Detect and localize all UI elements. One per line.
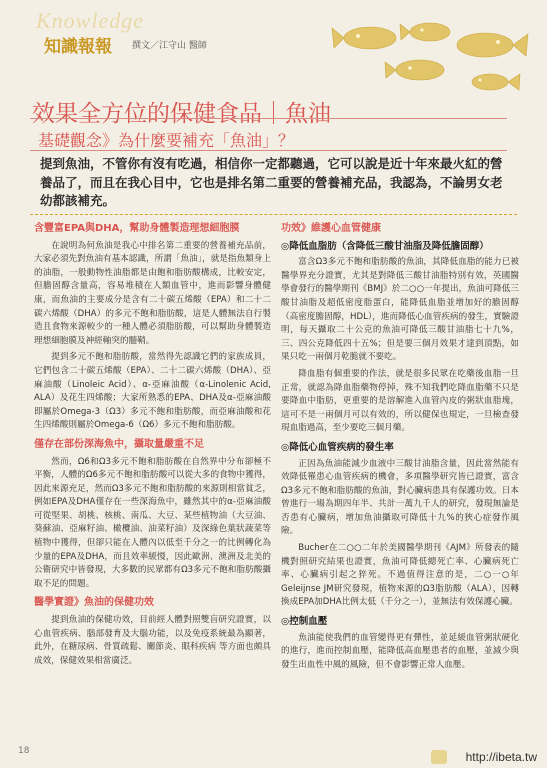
paragraph: 富含Ω3多元不飽和脂肪酸的魚油，其降低血脂的能力已被醫學界充分證實，尤其是對降低三酸甘油脂特別有效，英國醫學會發行的醫學期刊《BMJ》於二○○一年提出，魚油可降低三酸甘油脂及超低密度脂蛋白，能降低血脂並增加好的膽固醇（高密度膽固醇，HDL），進而降低心血管疾病的發生，實驗證明，每天攝取二十公克的魚油可降低三酸甘油脂七十九%，三、四公克降低四十五%；但是要三個月效果才達到頂點，如果只吃一兩個月乾脆就不要吃。: [281, 257, 519, 363]
kicker: Knowledge: [36, 8, 144, 33]
subsection-heading: ◎降低血脂肪（含降低三酸甘油脂及降低膽固醇）: [281, 240, 489, 252]
intro-paragraph: 提到魚油，不管你有沒有吃過，相信你一定都聽過，它可以說是近十年來最火紅的營養品了，而且在我心目中，它也是排名第二重要的營養補充品，我認為，不論男女老幼都該補充。: [40, 156, 503, 208]
watermark-logo-icon: [431, 750, 447, 764]
paragraph: 正因為魚油能減少血液中三酸甘油脂含量，因此當然能有效降低罹患心血管疾病的機會，多項醫學研究皆已證實，富含Ω3多元不飽和脂肪酸的魚油，對心臟病患具有保護功效。日本曾進行一場為期四年半、共計一萬九千人的研究，發現無論是否患有心臟病，增加魚油攝取可降低十九%的狹心症發作風險。: [281, 458, 519, 537]
section-block: [34, 222, 271, 433]
fish-body: [457, 33, 513, 57]
paragraph: Bucher在二○○二年於美國醫學期刊《AJM》所發表的隨機對照研究結果也證實，魚油可降低總死亡率、心臟病死亡率、心臟病引起之猝死。不過值得注意的是，二○一○年Geleijnse JM研究發現，植物來源的Ω3脂肪酸（ALA），因轉換成EPA加DHA比例太低（千分之一），並無法有效保護心臟。: [281, 543, 519, 608]
fish-body: [396, 60, 444, 80]
page-number: 18: [18, 746, 30, 756]
fish-body: [410, 23, 450, 41]
subsection-heading: ◎控制血壓: [281, 616, 328, 628]
paragraph: 魚油能使我們的血管變得更有彈性，並延緩血管粥狀硬化的進行，進而控制血壓，能降低高血壓患者的血壓，並減少與發生出血性中風的風險，但不會影響正常人血壓。: [281, 632, 519, 670]
fish-body: [472, 74, 508, 90]
byline: 撰文／江守山 醫師: [132, 41, 207, 51]
subsection-heading: ◎降低心血管疾病的發生率: [281, 441, 394, 453]
section-heading: 醫學實證》魚油的保健功效: [34, 597, 154, 609]
fish-body: [344, 27, 396, 49]
article-title: 效果全方位的保健食品｜魚油: [32, 101, 331, 127]
paragraph: 然而，Ω6和Ω3多元不飽和脂肪酸在自然界中分布卻極不平衡，人體的Ω6多元不飽和脂肪酸可以從大多的食物中獲得，因此來源充足，然而Ω3多元不飽和脂肪酸的來源則相當貧乏，例如EPA及DHA僅存在一些深海魚中，雖然其中的α-亞麻油酸可從堅果、胡桃、核桃、南瓜、大豆、某些植物油（大豆油、葵蘇油、亞麻籽油、橄欖油、油菜籽油）及深綠色葉狀蔬菜等植物中獲得，但卻只能在人體內以低至千分之一的比例轉化為少量的EPA及DHA，而且效率緩慢，因此歐洲、澳洲及北美的公衛研究中皆發現，大多數的民眾都有Ω3多元不飽和脂肪酸攝取不足的問題。: [34, 456, 271, 589]
fish-tail: [508, 74, 520, 90]
subsection-block: [281, 441, 519, 610]
subsection-block: [281, 615, 519, 672]
watermark-url: http://ibeta.tw: [465, 750, 537, 764]
article-subtitle: 基礎觀念》為什麼要補充「魚油」？: [38, 131, 295, 150]
fish-tail: [385, 62, 396, 78]
section-block: [34, 596, 271, 668]
fish-tail: [332, 28, 344, 48]
section-heading: 僅存在部份深海魚中，攝取量嚴重不足: [34, 438, 204, 450]
section-heading: 含豐富EPA與DHA，幫助身體製造理想細胞膜: [34, 223, 240, 234]
fish-tail: [400, 24, 410, 40]
right-column: [281, 222, 519, 677]
section-block: [34, 438, 271, 592]
fish-illustration: [330, 10, 535, 95]
fish-tail: [513, 34, 528, 56]
subtitle-divider: [30, 150, 507, 151]
paragraph: 提到多元不飽和脂肪酸，當然得先認識它們的家族成員，它們包含二十碳五烯酸（EPA）、二十二碳六烯酸（DHA）、亞麻油酸（Linoleic Acid）、α-亞麻油酸（α-Linolenic Acid, ALA）及花生四烯酸；大家所熟悉的EPA、DHA及α-亞麻油酸即屬於Omega-3（Ω3）多元不飽和脂肪酸，而亞麻油酸和花生四烯酸則屬於Omega-6（Ω6）多元不飽和脂肪酸。: [34, 352, 271, 431]
column-name: 知識報報: [44, 37, 112, 57]
paragraph: 在說明為何魚油是我心中排名第二重要的營養補充品前，大家必須先對魚油有基本認識，所謂「魚油」，就是指魚類身上的油脂，一般動物性油脂都是由飽和脂肪酸構成，比較安定，但膽固醇含量高，容易堆積在人類血管中，進而影響身體健康，而魚油的主要成分是含有二十碳五烯酸（EPA）和二十二碳六烯酸（DHA）的多元不飽和脂肪酸，這是人體無法自行製造且食物來源較少的一種人體必須脂肪酸，可以幫助身體製造理想細胞膜及神經軸突的髓鞘。: [34, 240, 271, 346]
section-separator: [30, 214, 517, 215]
paragraph: 提到魚油的保健功效，目前經人體對照雙盲研究證實，以心血管疾病、腦部發育及大腦功能，以及免疫系統最為顯著，此外，在糖尿病、骨質疏鬆、關節炎、眼科疾病 等方面也頗具成效，保健效果相當廣泛。: [34, 615, 271, 666]
section-heading: 功效》維護心血管健康: [281, 223, 381, 234]
left-column: [34, 222, 271, 673]
paragraph: 降血脂有個重要的作法，就是很多民眾在吃藥後血脂一旦正常，就認為降血脂藥物停掉，殊不知我們吃降血脂藥不只是要降血中脂肪，更重要的是溶解進入血管內皮的粥狀血脂塊，這可不是一兩個月可以有效的，所以健保也規定，一旦檢查發現血脂過高，至少要吃三個月藥。: [281, 368, 519, 434]
title-divider: [30, 118, 507, 119]
subsection-block: [281, 240, 519, 436]
